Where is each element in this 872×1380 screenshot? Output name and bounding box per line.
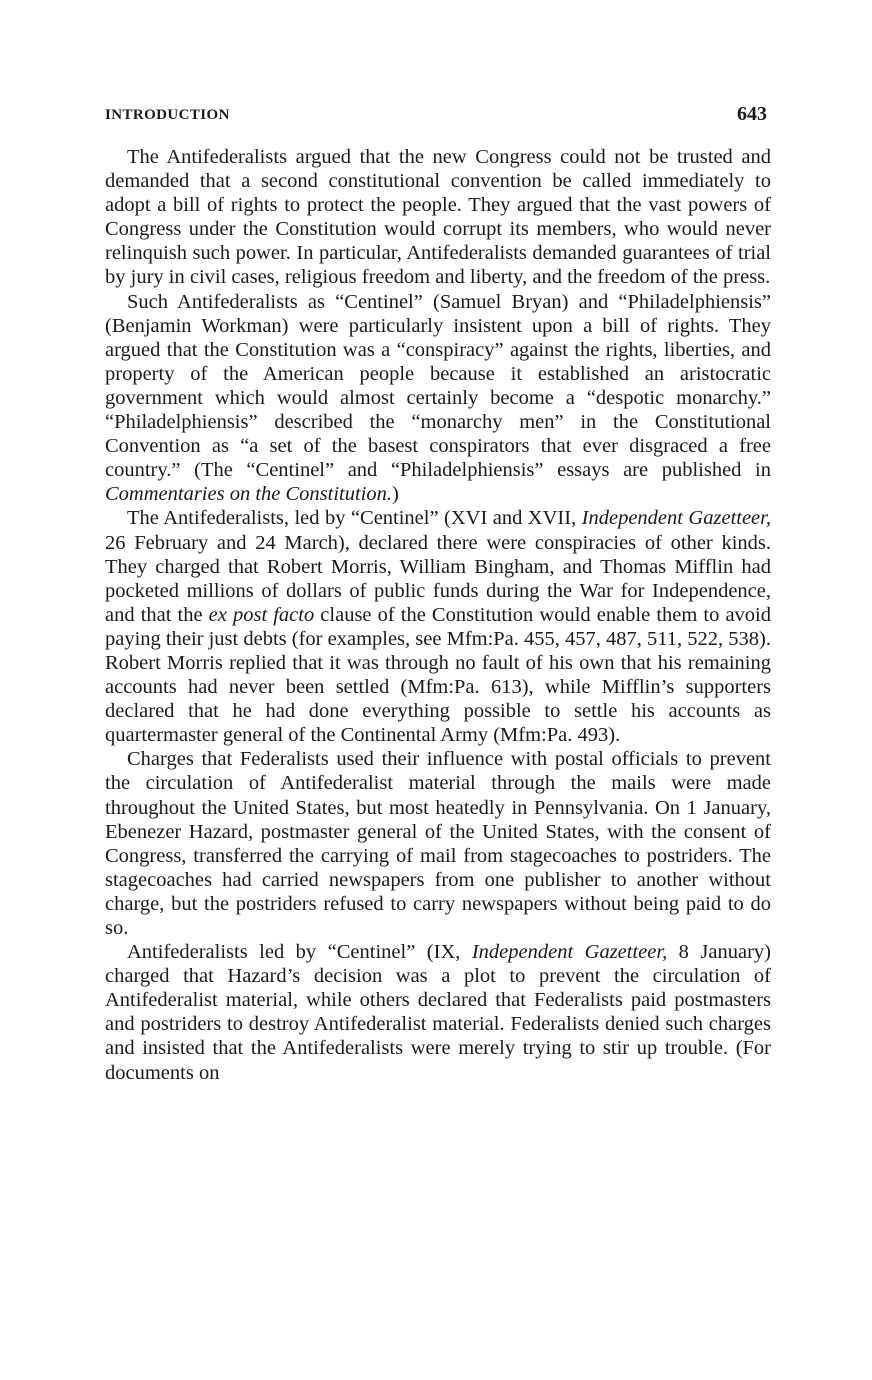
paragraph-text: Such Antifederalists as “Centinel” (Samuel Bryan) and “Philadelphiensis” (Benjamin Workman) were particularly insistent upon a bill of rights. They argued that the Constitution was a “conspiracy” against the rights, liberties, and property of the American people because it established an aristocratic government which would almost certainly become a “despotic monarchy.” “Philadelphiensis” described the “monarchy men” in the Constitutional Convention as “a set of the basest conspirators that ever disgraced a free country.” (The “Centinel” and “Philadelphiensis” essays are published in	[105, 290, 771, 482]
paragraph-text: The Antifederalists, led by “Centinel” (XVI and XVII,	[127, 507, 582, 530]
paragraph-3	[105, 506, 771, 747]
italic-term: ex post facto	[208, 603, 315, 626]
paragraph-2	[105, 290, 771, 507]
running-title: INTRODUCTION	[105, 107, 230, 123]
paragraph-text: 8 January) charged that Hazard’s decision was a plot to prevent the circulation of Antifederalist material, while others declared that Federalists paid postmasters and postriders to destroy Antifederalist material. Federalists denied such charges and insisted that the Antifederalists were merely trying to stir up trouble. (For documents on	[105, 941, 771, 1084]
page-number: 643	[737, 103, 767, 125]
paragraph-text: )	[392, 483, 399, 506]
paragraph-text: Antifederalists led by “Centinel” (IX,	[127, 941, 472, 964]
body-text	[105, 145, 771, 1085]
paragraph-1	[105, 145, 771, 290]
italic-title: Independent Gazetteer,	[471, 941, 668, 964]
italic-title: Independent Gazetteer,	[581, 507, 771, 530]
paragraph-4	[105, 747, 771, 940]
paragraph-5	[105, 940, 771, 1085]
italic-title: Commentaries on the Constitution.	[105, 483, 392, 506]
paragraph-text: clause of the Constitution would enable them to avoid paying their just debts (for examples, see Mfm:Pa. 455, 457, 487, 511, 522, 538). Robert Morris replied that it was through no fault of his own that his remaining accounts had never been settled (Mfm:Pa. 613), while Mifflin’s supporters declared that he had done everything possible to settle his accounts as quartermaster general of the Continental Army (Mfm:Pa. 493).	[105, 603, 771, 747]
paragraph-text: 26 February and 24 March), declared there were conspiracies of other kinds. They charged that Robert Morris, William Bingham, and Thomas Mifflin had pocketed millions of dollars of public funds during the War for Independence, and that the	[105, 531, 771, 626]
running-head	[105, 105, 771, 129]
paragraph-text: Charges that Federalists used their influence with postal officials to prevent the circulation of Antifederalist material through the mails were made throughout the United States, but most heatedly in Pennsylvania. On 1 January, Ebenezer Hazard, postmaster general of the United States, with the consent of Congress, transferred the carrying of mail from stagecoaches to postriders. The stagecoaches had carried newspapers from one publisher to another without charge, but the postriders refused to carry newspapers without being paid to do so.	[105, 748, 771, 939]
paragraph-text: The Antifederalists argued that the new Congress could not be trusted and demanded that a second constitutional convention be called immediately to adopt a bill of rights to protect the people. They argued that the vast powers of Congress under the Constitution would corrupt its members, who would never relinquish such power. In particular, Antifederalists demanded guarantees of trial by jury in civil cases, religious freedom and liberty, and the freedom of the press.	[105, 146, 771, 289]
